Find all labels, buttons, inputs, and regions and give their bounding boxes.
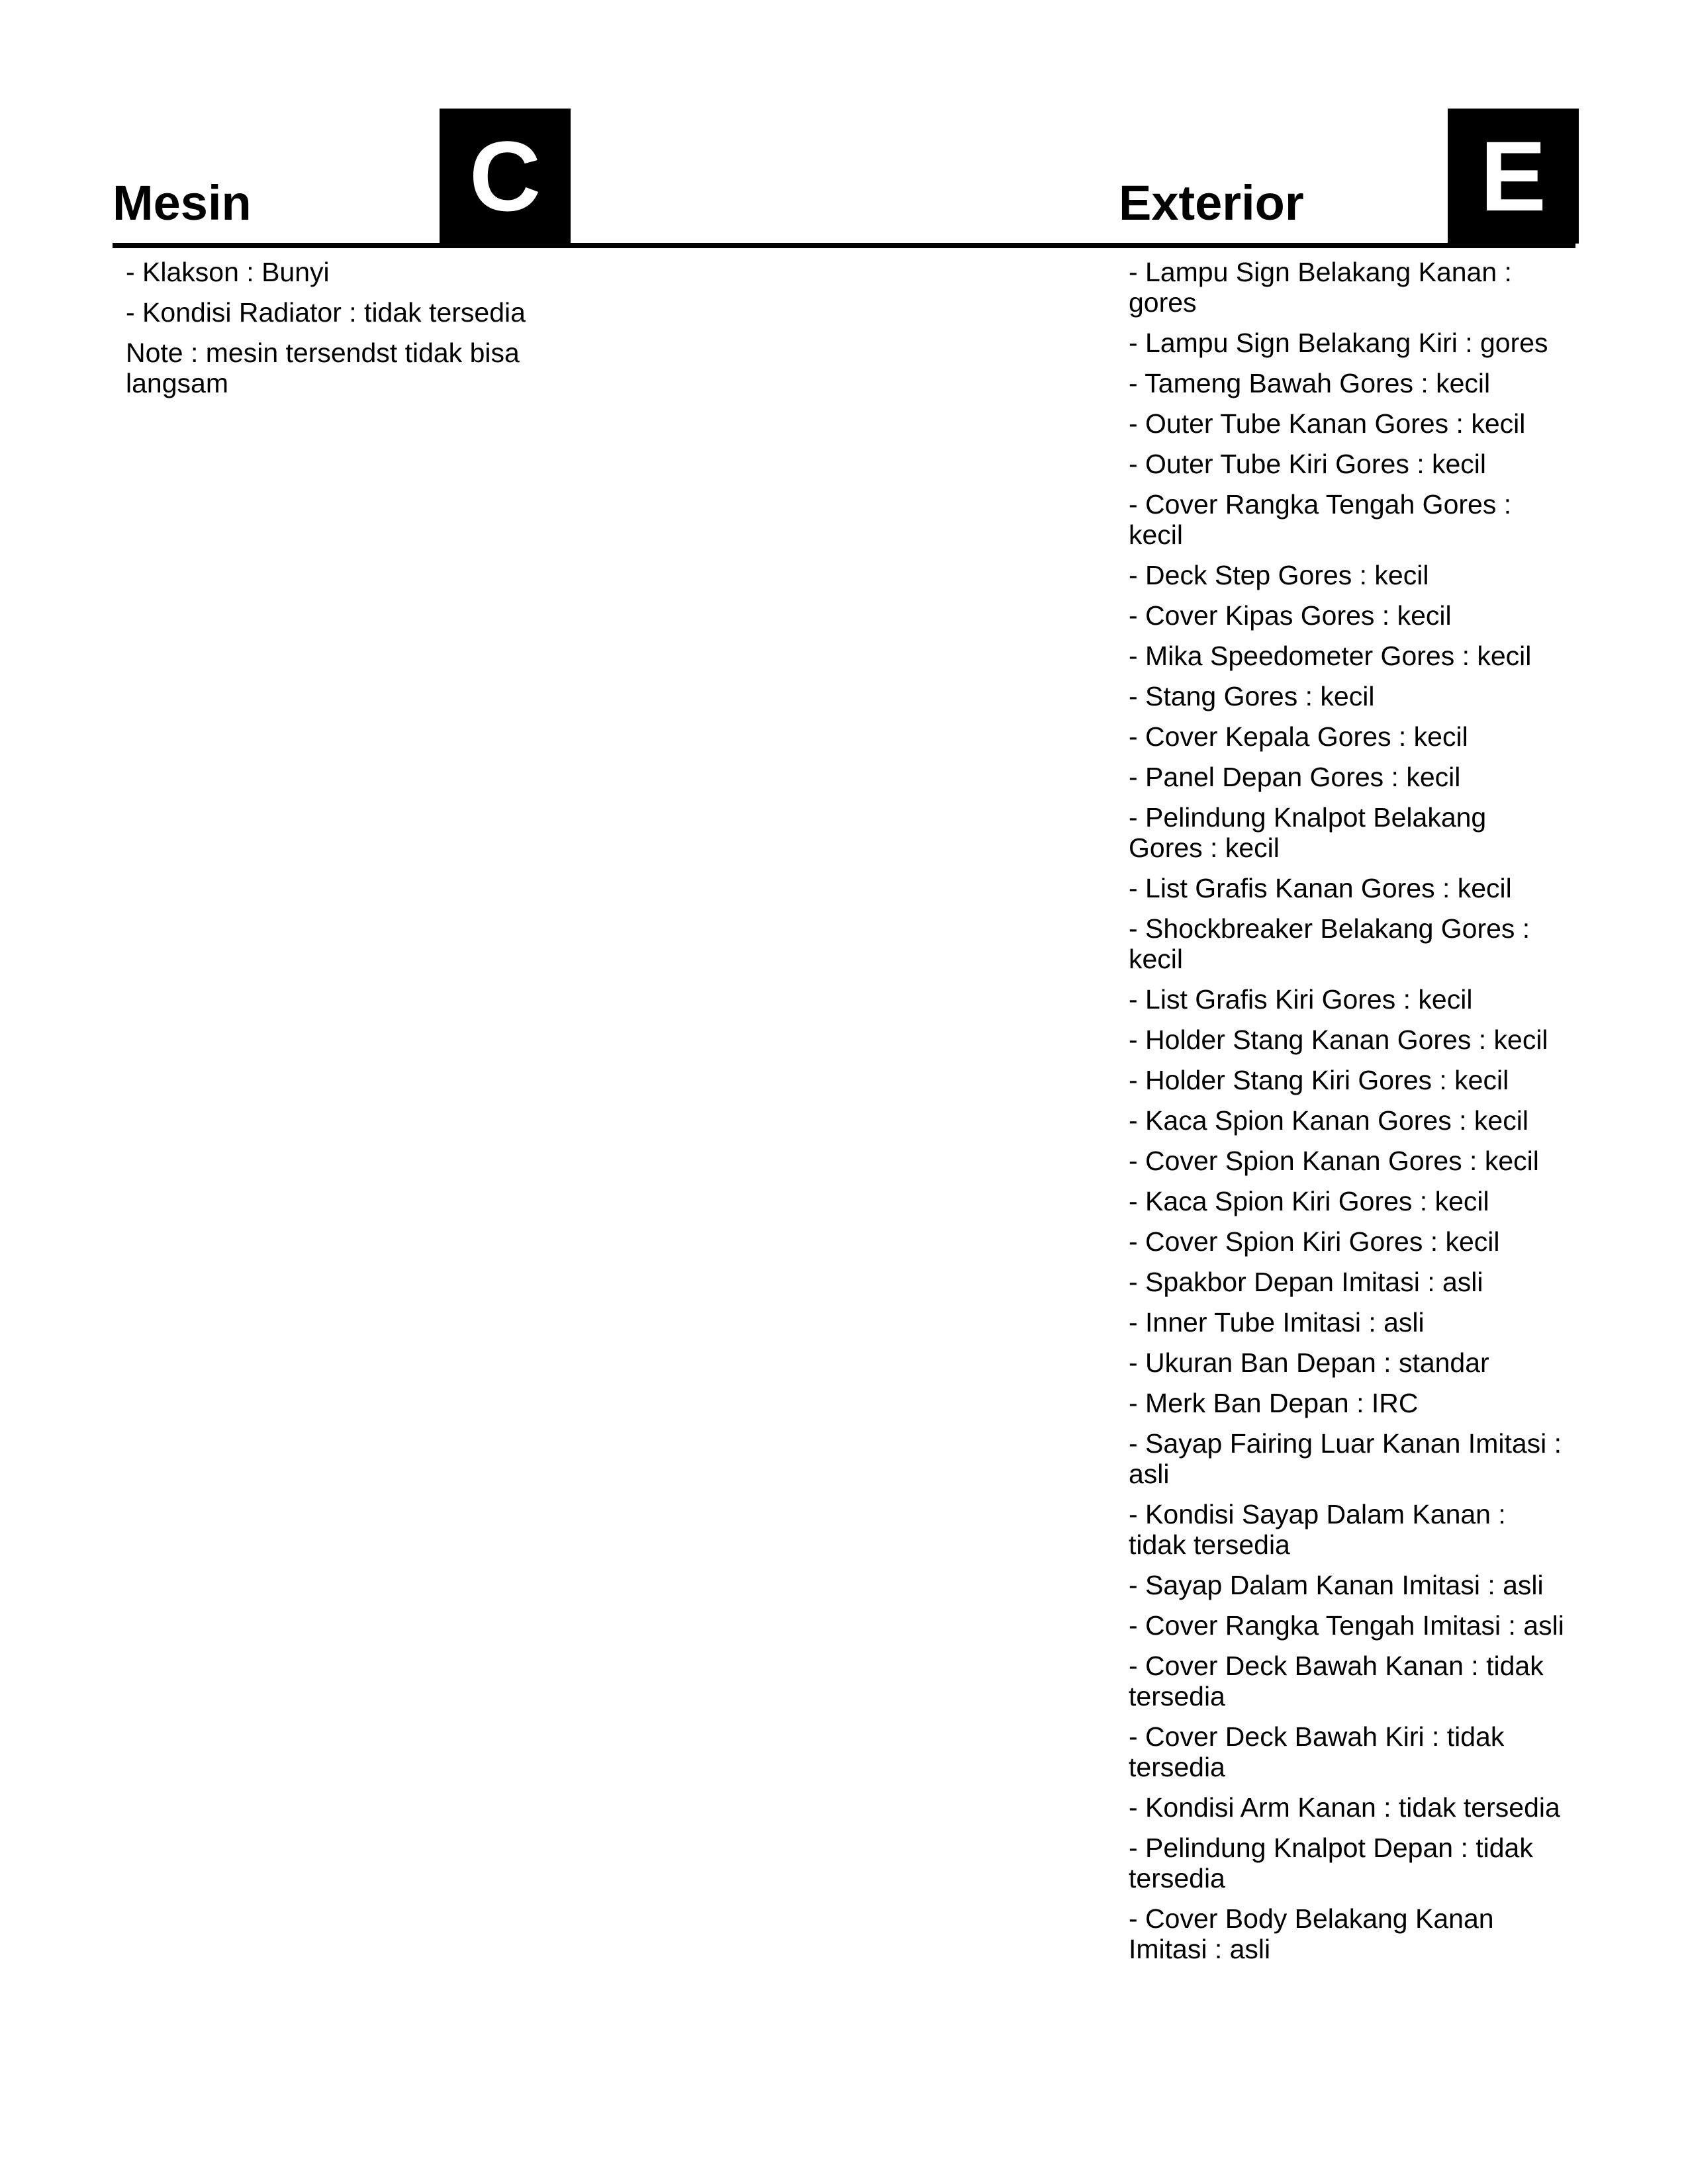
list-item: - Kaca Spion Kiri Gores : kecil [1129,1186,1489,1216]
list-item: - Cover Deck Bawah Kiri : tidak tersedia [1129,1721,1505,1782]
list-item: - Merk Ban Depan : IRC [1129,1388,1419,1418]
list-item: - Cover Deck Bawah Kanan : tidak tersedia [1129,1651,1544,1711]
list-item: - List Grafis Kanan Gores : kecil [1129,873,1512,903]
list-item: - Holder Stang Kanan Gores : kecil [1129,1024,1548,1055]
list-item: - Tameng Bawah Gores : kecil [1129,368,1491,398]
list-item: - Stang Gores : kecil [1129,681,1375,711]
list-item: - Pelindung Knalpot Depan : tidak tersedia [1129,1833,1533,1893]
list-item: - Pelindung Knalpot Belakang Gores : kecil [1129,802,1487,863]
list-item: - List Grafis Kiri Gores : kecil [1129,984,1473,1015]
list-item: - Outer Tube Kanan Gores : kecil [1129,408,1526,439]
list-item: - Lampu Sign Belakang Kanan : gores [1129,257,1512,318]
list-item: - Mika Speedometer Gores : kecil [1129,641,1532,671]
list-item: - Cover Spion Kiri Gores : kecil [1129,1226,1500,1257]
list-item: - Sayap Dalam Kanan Imitasi : asli [1129,1570,1544,1600]
list-item: - Shockbreaker Belakang Gores : kecil [1129,913,1530,974]
list-item: - Sayap Fairing Luar Kanan Imitasi : asli [1129,1428,1562,1489]
list-item: - Spakbor Depan Imitasi : asli [1129,1267,1483,1297]
list-item: - Holder Stang Kiri Gores : kecil [1129,1065,1509,1095]
list-item: - Kaca Spion Kanan Gores : kecil [1129,1105,1528,1136]
exterior-grade-badge: E [1448,109,1579,244]
list-item: Note : mesin tersendst tidak bisa langsam [126,338,520,398]
list-item: - Inner Tube Imitasi : asli [1129,1307,1425,1338]
list-item: - Klakson : Bunyi [126,257,330,287]
exterior-item-list [1129,257,1566,1974]
list-item: - Lampu Sign Belakang Kiri : gores [1129,328,1548,358]
list-item: - Outer Tube Kiri Gores : kecil [1129,449,1487,479]
list-item: - Deck Step Gores : kecil [1129,560,1429,590]
mesin-item-list [126,257,589,408]
list-item: - Ukuran Ban Depan : standar [1129,1347,1489,1378]
list-item: - Cover Rangka Tengah Gores : kecil [1129,489,1512,550]
list-item: - Cover Spion Kanan Gores : kecil [1129,1146,1539,1176]
list-item: - Cover Kipas Gores : kecil [1129,600,1452,631]
list-item: - Panel Depan Gores : kecil [1129,762,1461,792]
list-item: - Kondisi Arm Kanan : tidak tersedia [1129,1792,1560,1823]
exterior-section-title: Exterior [1119,175,1304,230]
list-item: - Cover Body Belakang Kanan Imitasi : asli [1129,1903,1494,1964]
list-item: - Cover Rangka Tengah Imitasi : asli [1129,1610,1564,1641]
mesin-grade-badge: C [440,109,571,244]
list-item: - Kondisi Sayap Dalam Kanan : tidak tersedia [1129,1499,1506,1560]
mesin-section-title: Mesin [113,175,252,230]
section-divider-line [113,243,1575,248]
list-item: - Cover Kepala Gores : kecil [1129,721,1468,752]
list-item: - Kondisi Radiator : tidak tersedia [126,297,526,328]
